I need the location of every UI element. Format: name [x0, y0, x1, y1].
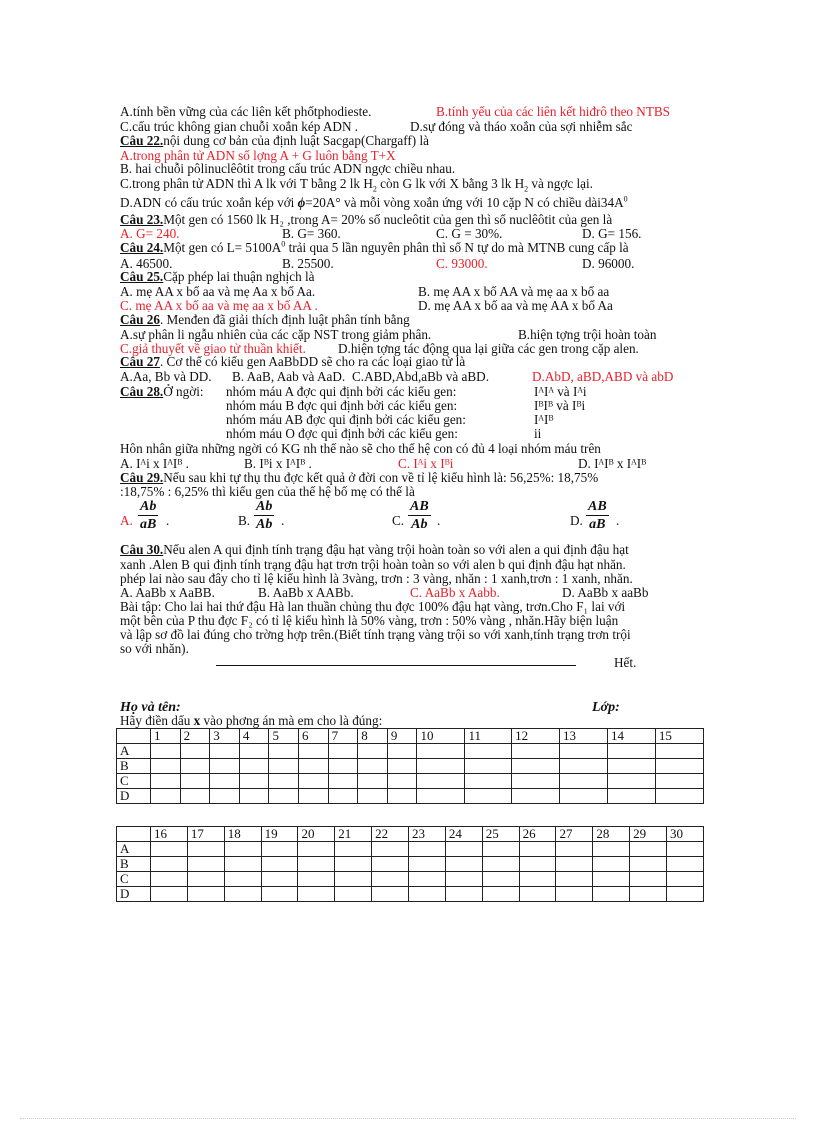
- q28-row-b: nhóm máu B đợc qui định bởi các kiểu gen:: [226, 398, 458, 413]
- answer-cell[interactable]: [187, 857, 224, 872]
- answer-cell[interactable]: [210, 744, 240, 759]
- q30-stem-2: xanh .Alen B qui định tính trạng đậu hạt trơn trội hoàn toàn so với alen b qui định đậu hạt nhăn.: [120, 557, 626, 572]
- answer-cell[interactable]: [630, 857, 667, 872]
- answer-cell[interactable]: [519, 887, 556, 902]
- answer-cell[interactable]: [358, 744, 388, 759]
- answer-cell[interactable]: [335, 872, 372, 887]
- answer-cell[interactable]: [445, 842, 482, 857]
- answer-cell[interactable]: [261, 872, 298, 887]
- q28-genotype-o: ii: [534, 426, 542, 441]
- answer-cell[interactable]: [335, 842, 372, 857]
- answer-cell[interactable]: [151, 857, 188, 872]
- corner-cell: [117, 827, 151, 842]
- answer-cell[interactable]: [519, 872, 556, 887]
- answer-cell[interactable]: [335, 857, 372, 872]
- q21-option-a: A.tính bền vững của các liên kết phốtphodieste.: [120, 104, 372, 119]
- question-number-header: 15: [655, 729, 703, 744]
- q28-option-d: D. IᴬIᴮ x IᴬIᴮ: [578, 456, 647, 471]
- q25-stem: Câu 25.Cặp phép lai thuận nghịch là: [120, 269, 315, 284]
- answer-cell[interactable]: [560, 759, 608, 774]
- q26-option-a: A.sự phân li ngẫu nhiên của các cặp NST trong giảm phân.: [120, 327, 432, 342]
- question-number-header: 5: [269, 729, 299, 744]
- q29-stem: Câu 29.Nếu sau khi tự thụ thu đợc kết quả ở đời con về tỉ lệ kiểu hình là: 56,25%: 18,75%: [120, 470, 599, 485]
- q21-option-d: D.sự đóng và tháo xoắn của sợi nhiễm sắc: [410, 119, 633, 134]
- option-row-label: B: [117, 759, 151, 774]
- answer-cell[interactable]: [560, 744, 608, 759]
- answer-cell[interactable]: [417, 789, 465, 804]
- answer-cell[interactable]: [409, 842, 446, 857]
- end-text: Hết.: [614, 655, 637, 670]
- exercise-line-4: so với nhăn).: [120, 641, 189, 656]
- question-number-header: 23: [409, 827, 446, 842]
- q28-row-o: nhóm máu O đợc qui định bởi các kiểu gen:: [226, 426, 458, 441]
- question-number-header: 16: [151, 827, 188, 842]
- answer-cell[interactable]: [556, 887, 593, 902]
- question-number-header: 26: [519, 827, 556, 842]
- q28-option-a: A. Iᴬi x IᴬIᴮ .: [120, 456, 189, 471]
- answer-cell[interactable]: [667, 857, 704, 872]
- answer-cell[interactable]: [151, 744, 181, 759]
- question-number-header: 7: [328, 729, 358, 744]
- answer-cell[interactable]: [387, 759, 417, 774]
- answer-table-2: [116, 826, 704, 902]
- question-number-header: 11: [465, 729, 512, 744]
- answer-cell[interactable]: [328, 774, 358, 789]
- answer-cell[interactable]: [151, 759, 181, 774]
- answer-instruction: Hãy điền dấu x vào phơng án mà em cho là đúng:: [120, 713, 383, 728]
- q29-option-a-label: A.: [120, 513, 133, 528]
- answer-cell[interactable]: [269, 744, 299, 759]
- answer-cell[interactable]: [409, 887, 446, 902]
- q28-row-a: nhóm máu A đợc qui định bởi các kiểu gen:: [226, 384, 457, 399]
- answer-cell[interactable]: [180, 789, 210, 804]
- answer-cell[interactable]: [512, 759, 560, 774]
- answer-cell[interactable]: [482, 887, 519, 902]
- answer-cell[interactable]: [465, 789, 512, 804]
- q29-option-b-label: B.: [238, 513, 251, 528]
- answer-cell[interactable]: [560, 774, 608, 789]
- name-label: Họ và tên:: [120, 700, 181, 715]
- answer-cell[interactable]: [210, 774, 240, 789]
- answer-cell[interactable]: [269, 759, 299, 774]
- answer-cell[interactable]: [607, 774, 655, 789]
- answer-cell[interactable]: [512, 789, 560, 804]
- question-number-header: 25: [482, 827, 519, 842]
- q27-option-c: C.ABD,Abd,aBb và aBD.: [352, 369, 489, 384]
- q27-stem: Câu 27. Cơ thể có kiểu gen AaBbDD sẽ cho ra các loại giao tử là: [120, 354, 466, 369]
- q29-option-b-fraction: $\frac{Ab}{Ab}$: [256, 499, 273, 532]
- answer-cell[interactable]: [667, 872, 704, 887]
- answer-cell[interactable]: [358, 774, 388, 789]
- q22-option-d: D.ADN có cấu trúc xoắn kép với ϕ=20A° và mỗi vòng xoắn ứng với 10 cặp N có chiều $dài34A^0$: [120, 194, 628, 210]
- answer-cell[interactable]: [630, 887, 667, 902]
- question-number-header: 9: [387, 729, 417, 744]
- exercise-line-2: một bên của P thu đợc F₂ có tỉ lệ kiểu hình là 50% vàng, trơn : 50% vàng , nhăn.Hãy biện luận: [120, 613, 619, 628]
- answer-cell[interactable]: [482, 842, 519, 857]
- answer-cell[interactable]: [387, 789, 417, 804]
- answer-cell[interactable]: [269, 774, 299, 789]
- answer-cell[interactable]: [358, 789, 388, 804]
- question-number-header: 27: [556, 827, 593, 842]
- answer-cell[interactable]: [655, 789, 703, 804]
- q28-genotype-b: IᴮIᴮ và Iᴮi: [534, 398, 586, 413]
- answer-cell[interactable]: [239, 744, 269, 759]
- q24-option-c: C. 93000.: [436, 256, 488, 271]
- answer-cell[interactable]: [519, 857, 556, 872]
- answer-cell[interactable]: [445, 857, 482, 872]
- q27-option-d: D.AbD, aBD,ABD và abD: [532, 369, 674, 384]
- q28-genotype-ab: IᴬIᴮ: [534, 412, 554, 427]
- answer-cell[interactable]: [299, 759, 329, 774]
- answer-cell[interactable]: [187, 887, 224, 902]
- answer-cell[interactable]: [593, 857, 630, 872]
- question-number-header: 24: [445, 827, 482, 842]
- answer-cell[interactable]: [409, 872, 446, 887]
- answer-cell[interactable]: [387, 744, 417, 759]
- answer-cell[interactable]: [519, 842, 556, 857]
- answer-cell[interactable]: [261, 887, 298, 902]
- answer-cell[interactable]: [269, 789, 299, 804]
- q29-option-a-fraction: $\frac{Ab}{aB}$: [140, 499, 157, 532]
- answer-cell[interactable]: [655, 759, 703, 774]
- answer-cell[interactable]: [607, 789, 655, 804]
- answer-cell[interactable]: [224, 842, 261, 857]
- q24-option-b: B. 25500.: [282, 256, 334, 271]
- question-number-header: 19: [261, 827, 298, 842]
- question-number-header: 3: [210, 729, 240, 744]
- question-number-header: 4: [239, 729, 269, 744]
- question-number-header: 22: [372, 827, 409, 842]
- answer-cell[interactable]: [298, 857, 335, 872]
- q25-option-c: C. mẹ AA x bố aa và mẹ aa x bố AA .: [120, 298, 318, 313]
- answer-cell[interactable]: [298, 887, 335, 902]
- q25-option-d: D. mẹ AA x bố aa và mẹ AA x bố Aa: [418, 298, 613, 313]
- option-row-label: B: [117, 857, 151, 872]
- answer-cell[interactable]: [482, 872, 519, 887]
- q28-tail: Hôn nhân giữa những ngời có KG nh thế nào sẽ cho thế hệ con có đủ 4 loại nhóm máu trên: [120, 441, 601, 456]
- q24-stem: Câu 24.Một gen có $L= 5100A^0$ trải qua 5 lần nguyên phân thì số N tự do mà MTNB cung cấp là: [120, 239, 629, 255]
- answer-cell[interactable]: [387, 774, 417, 789]
- q23-option-d: D. G= 156.: [582, 226, 642, 241]
- q29-option-c-fraction: $\frac{AB}{Ab}$: [410, 499, 429, 532]
- question-number-header: 30: [667, 827, 704, 842]
- answer-cell[interactable]: [593, 842, 630, 857]
- question-number-header: 21: [335, 827, 372, 842]
- corner-cell: [117, 729, 151, 744]
- answer-cell[interactable]: [151, 872, 188, 887]
- answer-cell[interactable]: [372, 842, 409, 857]
- answer-cell[interactable]: [239, 789, 269, 804]
- answer-cell[interactable]: [655, 774, 703, 789]
- answer-cell[interactable]: [299, 744, 329, 759]
- answer-cell[interactable]: [261, 857, 298, 872]
- question-number-header: 28: [593, 827, 630, 842]
- q23-option-a: A. G= 240.: [120, 226, 180, 241]
- question-number-header: 29: [630, 827, 667, 842]
- answer-cell[interactable]: [409, 857, 446, 872]
- class-label: Lớp:: [592, 700, 620, 715]
- q30-option-d: D. AaBb x aaBb: [562, 585, 649, 600]
- answer-cell[interactable]: [465, 759, 512, 774]
- answer-cell[interactable]: [261, 842, 298, 857]
- question-number-header: 8: [358, 729, 388, 744]
- answer-cell[interactable]: [372, 872, 409, 887]
- answer-cell[interactable]: [556, 872, 593, 887]
- answer-cell[interactable]: [151, 789, 181, 804]
- q29-stem-2: :18,75% : 6,25% thì kiểu gen của thế hệ bố mẹ có thể là: [120, 484, 415, 499]
- q28-stem: Câu 28.Ở ngời:: [120, 384, 204, 399]
- answer-cell[interactable]: [151, 887, 188, 902]
- q24-option-a: A. 46500.: [120, 256, 173, 271]
- question-number-header: 13: [560, 729, 608, 744]
- answer-cell[interactable]: [328, 789, 358, 804]
- q29-option-d-fraction: $\frac{AB}{aB}$: [588, 499, 607, 532]
- q30-option-b: B. AaBb x AABb.: [258, 585, 354, 600]
- q29-option-d-label: D.: [570, 513, 583, 528]
- option-row-label: C: [117, 872, 151, 887]
- q28-row-ab: nhóm máu AB đợc qui định bởi các kiểu gen:: [226, 412, 466, 427]
- q26-stem: Câu 26. Menđen đã giải thích định luật phân tính bằng: [120, 312, 410, 327]
- question-number-header: 17: [187, 827, 224, 842]
- answer-cell[interactable]: [298, 872, 335, 887]
- answer-cell[interactable]: [512, 774, 560, 789]
- question-number-header: 10: [417, 729, 465, 744]
- answer-cell[interactable]: [299, 774, 329, 789]
- answer-cell[interactable]: [556, 857, 593, 872]
- q30-option-c: C. AaBb x Aabb.: [410, 585, 500, 600]
- q30-option-a: A. AaBb x AaBB.: [120, 585, 215, 600]
- answer-cell[interactable]: [335, 887, 372, 902]
- q25-option-a: A. mẹ AA x bố aa và mẹ Aa x bố Aa.: [120, 284, 316, 299]
- answer-cell[interactable]: [224, 887, 261, 902]
- answer-cell[interactable]: [630, 842, 667, 857]
- answer-table-1: [116, 728, 704, 804]
- option-row-label: C: [117, 774, 151, 789]
- q21-option-b: B.tính yếu của các liên kết hiđrô theo NTBS: [436, 104, 671, 119]
- page-bottom-divider: [20, 1118, 796, 1119]
- q25-option-b: B. mẹ AA x bố AA và mẹ aa x bố aa: [418, 284, 610, 299]
- q22-stem: Câu 22.nội dung cơ bản của định luật Sacgap(Chargaff) là: [120, 133, 429, 148]
- answer-cell[interactable]: [298, 842, 335, 857]
- q30-stem-1: Câu 30.Nếu alen A qui định tính trạng đậu hạt vàng trội hoàn toàn so với alen a qui định đậu hạt: [120, 542, 629, 557]
- phi-symbol: ϕ: [297, 195, 306, 210]
- answer-cell[interactable]: [358, 759, 388, 774]
- q26-option-d: D.hiện tợng tác động qua lại giữa các gen trong cặp alen.: [338, 341, 639, 356]
- answer-cell[interactable]: [180, 744, 210, 759]
- answer-cell[interactable]: [239, 759, 269, 774]
- answer-cell[interactable]: [655, 744, 703, 759]
- answer-cell[interactable]: [372, 857, 409, 872]
- q28-genotype-a: IᴬIᴬ và Iᴬi: [534, 384, 587, 399]
- answer-cell[interactable]: [180, 774, 210, 789]
- option-row-label: D: [117, 789, 151, 804]
- q21-option-c: C.cấu trúc không gian chuỗi xoắn kép ADN .: [120, 119, 359, 134]
- question-number-header: 1: [151, 729, 181, 744]
- answer-cell[interactable]: [239, 774, 269, 789]
- answer-cell[interactable]: [417, 774, 465, 789]
- answer-cell[interactable]: [328, 759, 358, 774]
- answer-cell[interactable]: [556, 842, 593, 857]
- answer-cell[interactable]: [151, 842, 188, 857]
- answer-cell[interactable]: [667, 887, 704, 902]
- question-number-header: 12: [512, 729, 560, 744]
- answer-cell[interactable]: [465, 744, 512, 759]
- q22-option-a: A.trong phân tử ADN số lợng A + G luôn bằng T+X: [120, 148, 396, 163]
- q30-stem-3: phép lai nào sau đây cho tỉ lệ kiểu hình là 3vàng, trơn : 3 vàng, nhăn : 1 xanh,trơn : 1 xanh, nhăn.: [120, 571, 633, 586]
- answer-cell[interactable]: [328, 744, 358, 759]
- question-number-header: 14: [607, 729, 655, 744]
- q28-option-c: C. Iᴬi x Iᴮi: [398, 456, 454, 471]
- answer-cell[interactable]: [180, 759, 210, 774]
- question-number-header: 20: [298, 827, 335, 842]
- q23-option-c: C. G = 30%.: [436, 226, 503, 241]
- answer-cell[interactable]: [630, 872, 667, 887]
- answer-cell[interactable]: [593, 887, 630, 902]
- exercise-line-1: Bài tập: Cho lai hai thứ đậu Hà lan thuần chủng thu đợc 100% đậu hạt vàng, trơn.Cho F₁ lai với: [120, 599, 626, 614]
- answer-cell[interactable]: [607, 744, 655, 759]
- q23-stem: Câu 23.Một gen có 1560 lk H₂ ,trong A= 20% số nucleôtit của gen thì số nuclêôtit của gen là: [120, 212, 613, 227]
- answer-cell[interactable]: [512, 744, 560, 759]
- answer-cell[interactable]: [187, 872, 224, 887]
- q27-option-b: B. AaB, Aab và AaD.: [232, 369, 346, 384]
- answer-cell[interactable]: [465, 774, 512, 789]
- q23-option-b: B. G= 360.: [282, 226, 341, 241]
- q22-option-b: B. hai chuỗi pôlinuclêôtit trong cấu trúc ADN ngợc chiều nhau.: [120, 161, 456, 176]
- answer-cell[interactable]: [667, 842, 704, 857]
- option-row-label: A: [117, 744, 151, 759]
- q29-option-c-label: C.: [392, 513, 405, 528]
- answer-cell[interactable]: [372, 887, 409, 902]
- answer-cell[interactable]: [417, 744, 465, 759]
- answer-cell[interactable]: [299, 789, 329, 804]
- question-number-header: 2: [180, 729, 210, 744]
- question-number-header: 18: [224, 827, 261, 842]
- q24-option-d: D. 96000.: [582, 256, 635, 271]
- answer-cell[interactable]: [224, 857, 261, 872]
- answer-cell[interactable]: [210, 759, 240, 774]
- answer-cell[interactable]: [187, 842, 224, 857]
- answer-cell[interactable]: [607, 759, 655, 774]
- answer-cell[interactable]: [482, 857, 519, 872]
- q26-option-b: B.hiện tợng trội hoàn toàn: [518, 327, 657, 342]
- answer-cell[interactable]: [151, 774, 181, 789]
- answer-cell[interactable]: [593, 872, 630, 887]
- question-number-header: 6: [299, 729, 329, 744]
- q27-option-a: A.Aa, Bb và DD.: [120, 369, 212, 384]
- answer-cell[interactable]: [224, 872, 261, 887]
- answer-cell[interactable]: [417, 759, 465, 774]
- option-row-label: A: [117, 842, 151, 857]
- q26-option-c: C.giả thuyết về giao tử thuần khiết.: [120, 341, 306, 356]
- answer-cell[interactable]: [445, 887, 482, 902]
- answer-cell[interactable]: [210, 789, 240, 804]
- answer-cell[interactable]: [445, 872, 482, 887]
- q28-option-b: B. Iᴮi x IᴬIᴮ .: [244, 456, 312, 471]
- q22-option-c: C.trong phân tử ADN thì A lk với T bằng 2 lk $H_2$ còn G lk với X bằng 3 lk $H_2$ và ngợc lại.: [120, 176, 593, 194]
- answer-cell[interactable]: [560, 789, 608, 804]
- option-row-label: D: [117, 887, 151, 902]
- exercise-line-3: và lập sơ đồ lai đúng cho trờng hợp trên.(Biết tính trạng vàng trội so với xanh,tính trạng trơn trội: [120, 627, 631, 642]
- end-divider: [216, 665, 576, 666]
